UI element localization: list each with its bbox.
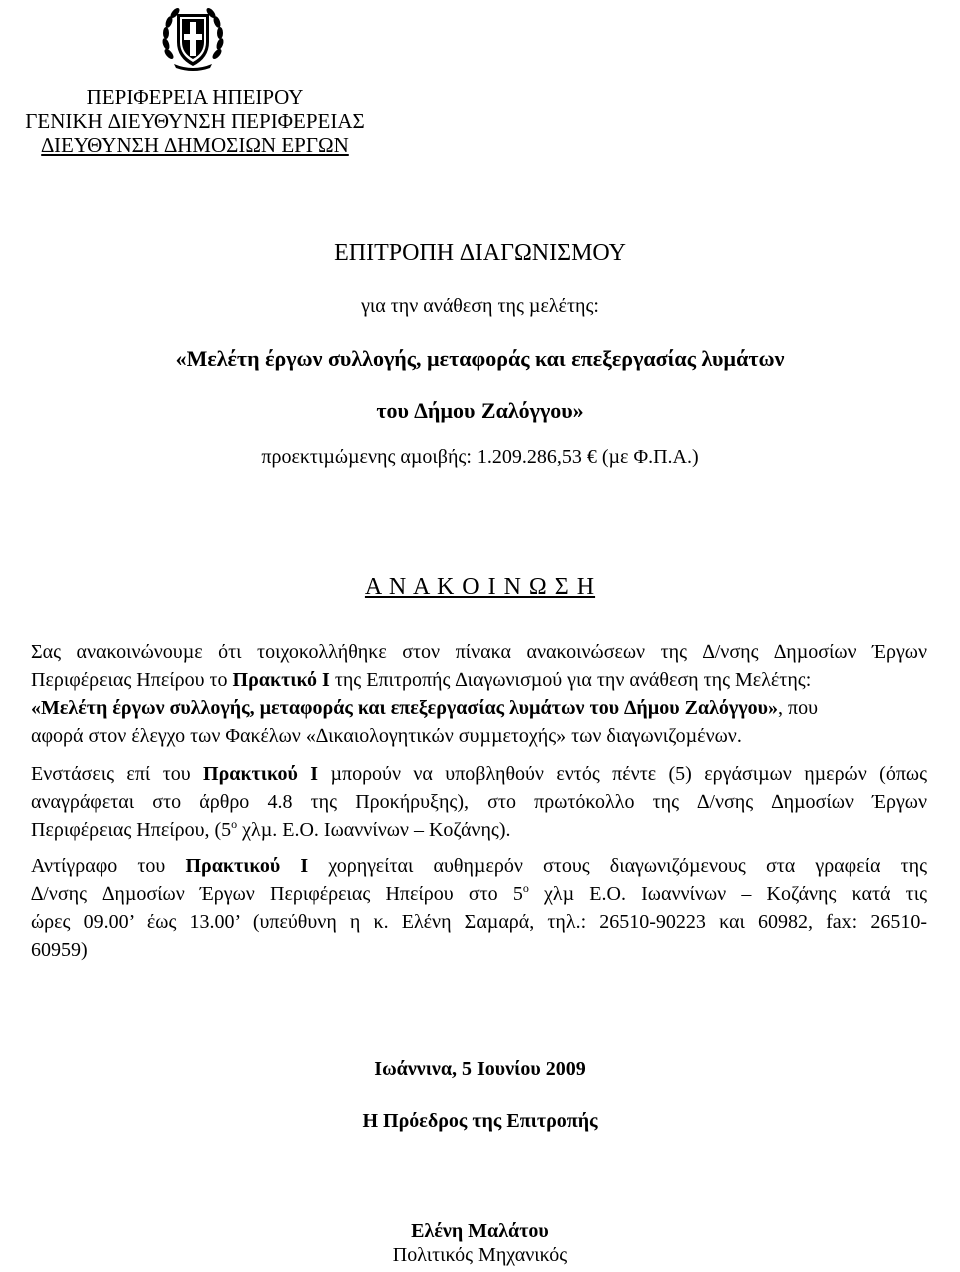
p1-study-title: «Μελέτη έργων συλλογής, µεταφοράς και επεξεργασίας λυµάτων του ∆ήµου Ζαλόγγου» bbox=[31, 697, 779, 719]
p1-line2-text-c: της Επιτροπής ∆ιαγωνισµού για την ανάθεση της Μελέτης: bbox=[329, 669, 812, 691]
p3-ordinal-sup: ο bbox=[522, 881, 529, 895]
p1-line1: Σας ανακοινώνουµε ότι τοιχοκολλήθηκε στον πίνακα ανακοινώσεων της ∆/νσης ∆ηµοσίων Έργων bbox=[31, 641, 927, 663]
p3-line3: ώρες 09.00’ έως 13.00’ (υπεύθυνη η κ. Ελένη Σαµαρά, τηλ.: 26510-90223 και 60982, fax: 26510- bbox=[31, 911, 927, 933]
p3-minutes-ref: Πρακτικού Ι bbox=[185, 855, 309, 877]
paragraph-1 bbox=[31, 638, 927, 750]
p1-line2 bbox=[31, 666, 927, 694]
paragraph-3 bbox=[31, 852, 927, 964]
p2-line1-text-c: µπορούν να υποβληθούν εντός πέντε (5) εργάσιµων ηµερών (όπως bbox=[318, 763, 927, 785]
p1-line3-text-b: , που bbox=[778, 697, 819, 719]
p3-line1-text-c: χορηγείται αυθηµερόν στους διαγωνιζόµενους στα γραφεία της bbox=[308, 855, 928, 877]
p1-line2-text-a: Περιφέρειας Ηπείρου το bbox=[31, 669, 233, 691]
p3-line2 bbox=[31, 880, 927, 908]
p3-line1 bbox=[31, 852, 927, 880]
header-directorate-text: ∆ΙΕΥΘΥΝΣΗ ∆ΗΜΟΣΙΩΝ ΕΡΓΩΝ bbox=[41, 133, 349, 157]
header-directorate-general: ΓΕΝΙΚΗ ∆ΙΕΥΘΥΝΣΗ ΠΕΡΙΦΕΡΕΙΑΣ bbox=[25, 109, 365, 133]
p2-line1-text-a: Ενστάσεις επί του bbox=[31, 763, 204, 785]
paragraph-2 bbox=[31, 760, 927, 844]
p3-line1-text-a: Αντίγραφο του bbox=[31, 855, 186, 877]
p1-line4: αφορά στον έλεγχο των Φακέλων «∆ικαιολογητικών συµµετοχής» των διαγωνιζοµένων. bbox=[31, 725, 742, 747]
p1-minutes-ref: Πρακτικό Ι bbox=[232, 669, 330, 691]
p3-line2-text-a: ∆/νσης ∆ηµοσίων Έργων Περιφέρειας Ηπείρου στο 5 bbox=[31, 883, 523, 905]
header-directorate bbox=[0, 132, 390, 158]
committee-title: ΕΠΙΤΡΟΠΗ ∆ΙΑΓΩΝΙΣΜΟΥ bbox=[334, 240, 626, 266]
header-region: ΠΕΡΙΦΕΡΕΙΑ ΗΠΕΙΡΟΥ bbox=[86, 85, 304, 109]
p2-line3-text-a: Περιφέρειας Ηπείρου, (5 bbox=[31, 819, 232, 841]
p2-line2: αναγράφεται στο άρθρο 4.8 της Προκήρυξης), στο πρωτόκολλο της ∆/νσης ∆ηµοσίων Έργων bbox=[31, 791, 927, 813]
study-title-line2: του ∆ήµου Ζαλόγγου» bbox=[376, 398, 584, 423]
study-title-line1: «Μελέτη έργων συλλογής, µεταφοράς και επεξεργασίας λυµάτων bbox=[175, 346, 785, 371]
committee-subtitle: για την ανάθεση της µελέτης: bbox=[361, 295, 599, 317]
p2-line3-text-b: χλµ. Ε.Ο. Ιωαννίνων – Κοζάνης). bbox=[237, 819, 511, 841]
p3-line4: 60959) bbox=[31, 939, 88, 961]
p2-line3 bbox=[31, 816, 927, 844]
p1-line3 bbox=[31, 694, 927, 722]
signatory-role: Η Πρόεδρος της Επιτροπής bbox=[362, 1110, 598, 1132]
place-date: Ιωάννινα, 5 Ιουνίου 2009 bbox=[374, 1058, 586, 1080]
study-fee: προεκτιµώµενης αµοιβής: 1.209.286,53 € (µε Φ.Π.Α.) bbox=[261, 446, 699, 468]
signatory-title: Πολιτικός Μηχανικός bbox=[392, 1244, 568, 1266]
p2-line1 bbox=[31, 760, 927, 788]
p2-ordinal-sup: ο bbox=[231, 817, 238, 831]
p2-minutes-ref: Πρακτικού Ι bbox=[203, 763, 319, 785]
greek-coat-of-arms-icon bbox=[160, 6, 226, 72]
p3-line2-text-b: χλµ Ε.Ο. Ιωαννίνων – Κοζάνης κατά τις bbox=[528, 883, 927, 905]
signatory-name: Ελένη Μαλάτου bbox=[411, 1220, 549, 1242]
announcement-title bbox=[0, 574, 960, 601]
announcement-title-text: Α Ν Α Κ Ο Ι Ν Ω Σ Η bbox=[364, 574, 596, 600]
